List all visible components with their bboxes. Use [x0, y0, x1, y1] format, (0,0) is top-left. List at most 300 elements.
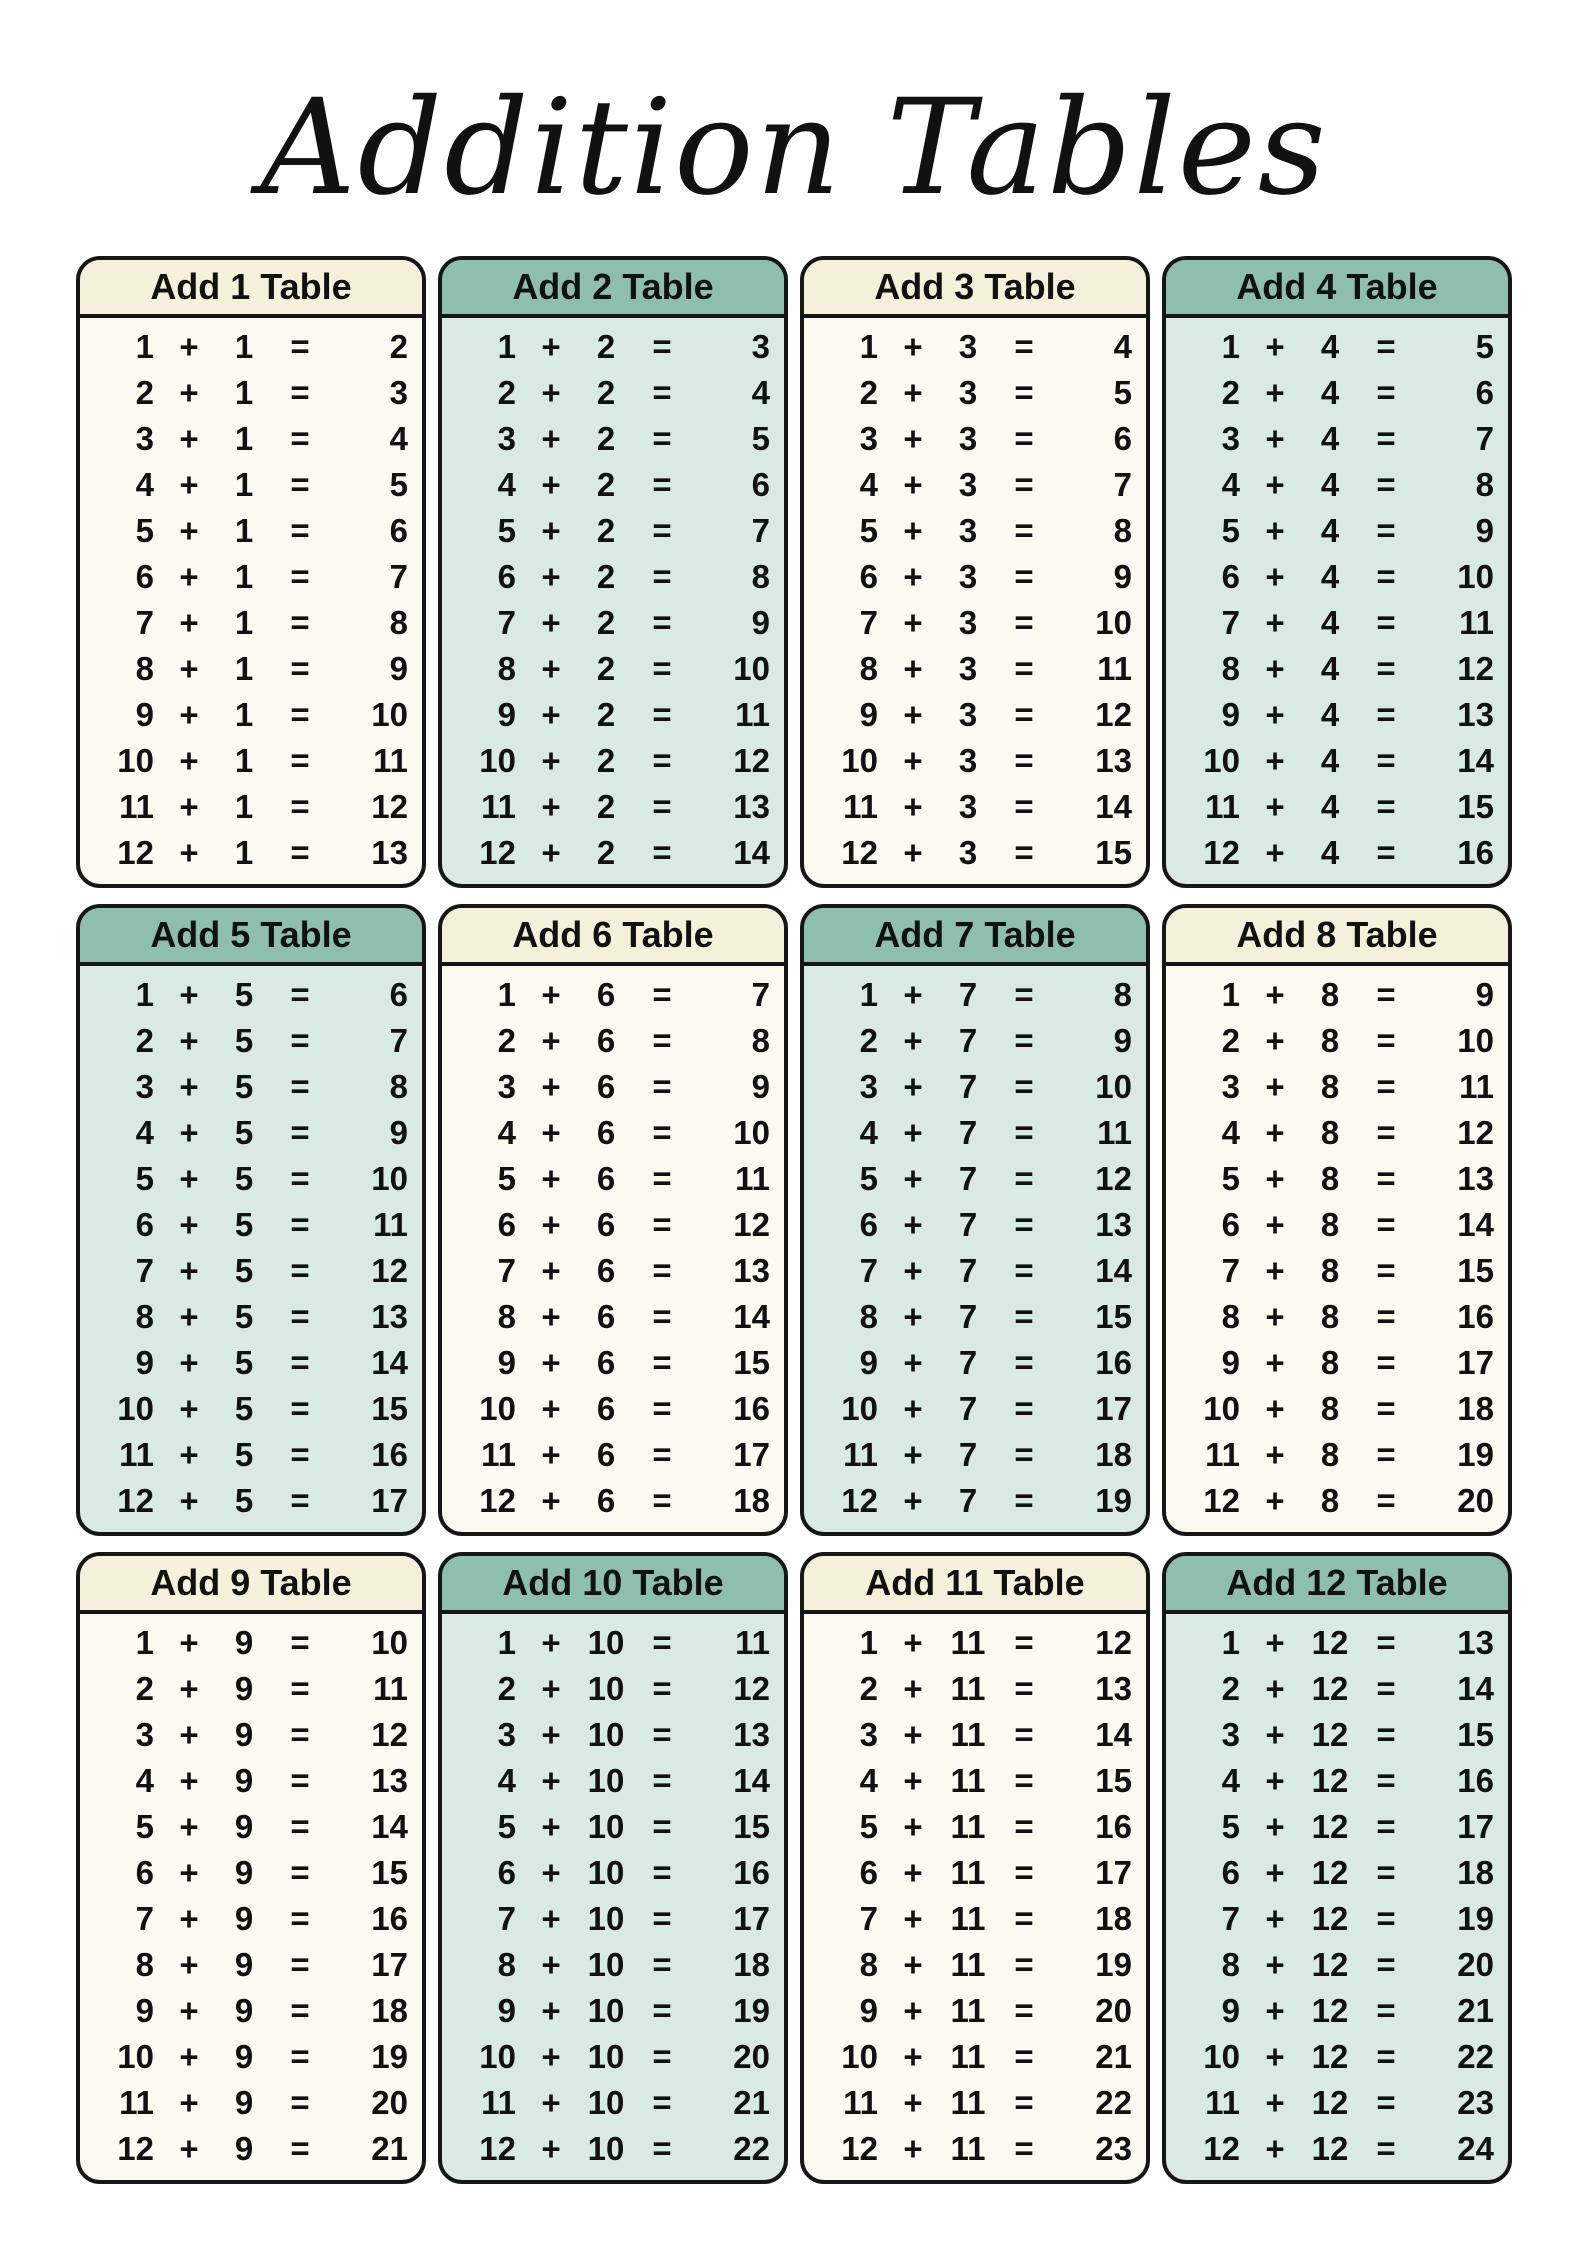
second-operand: 3 — [958, 558, 978, 595]
plus-sign: + — [1265, 466, 1285, 503]
sum-result: 16 — [371, 1436, 408, 1473]
equals-sign: = — [1014, 1946, 1034, 1983]
equation-row — [442, 1018, 784, 1064]
plus-sign: + — [179, 1160, 199, 1197]
first-operand: 10 — [841, 1390, 878, 1427]
plus-sign: + — [179, 2130, 199, 2167]
sum-result: 13 — [733, 788, 770, 825]
plus-sign: + — [903, 1762, 923, 1799]
second-operand: 4 — [1320, 512, 1340, 549]
equals-sign: = — [290, 1298, 310, 1335]
equation-row — [804, 1896, 1146, 1942]
equals-sign: = — [652, 1716, 672, 1753]
second-operand: 3 — [958, 696, 978, 733]
equals-sign: = — [1376, 1670, 1396, 1707]
table-header: Add 7 Table — [804, 908, 1146, 966]
equals-sign: = — [652, 1992, 672, 2029]
sum-result: 21 — [733, 2084, 770, 2121]
equals-sign: = — [652, 1436, 672, 1473]
first-operand: 10 — [117, 1390, 154, 1427]
sum-result: 6 — [389, 512, 408, 549]
add-1-table — [76, 256, 426, 888]
sum-result: 14 — [371, 1344, 408, 1381]
plus-sign: + — [1265, 1946, 1285, 1983]
plus-sign: + — [541, 1946, 561, 1983]
equals-sign: = — [1376, 834, 1396, 871]
sum-result: 6 — [389, 976, 408, 1013]
equation-row — [1166, 1478, 1508, 1524]
equals-sign: = — [1014, 742, 1034, 779]
first-operand: 4 — [497, 466, 516, 503]
equals-sign: = — [652, 2130, 672, 2167]
second-operand: 6 — [596, 1160, 616, 1197]
sum-result: 17 — [371, 1946, 408, 1983]
second-operand: 7 — [958, 1436, 978, 1473]
plus-sign: + — [541, 1716, 561, 1753]
sum-result: 15 — [371, 1854, 408, 1891]
first-operand: 8 — [497, 650, 516, 687]
plus-sign: + — [541, 374, 561, 411]
equation-row — [804, 1850, 1146, 1896]
first-operand: 5 — [135, 1160, 154, 1197]
second-operand: 10 — [587, 1946, 625, 1983]
first-operand: 3 — [1221, 1716, 1240, 1753]
sum-result: 11 — [1097, 650, 1132, 687]
first-operand: 5 — [1221, 1160, 1240, 1197]
first-operand: 4 — [135, 1114, 154, 1151]
first-operand: 2 — [1221, 1670, 1240, 1707]
equals-sign: = — [652, 1022, 672, 1059]
equation-row — [1166, 1340, 1508, 1386]
equation-row — [80, 600, 422, 646]
plus-sign: + — [179, 1344, 199, 1381]
plus-sign: + — [1265, 1762, 1285, 1799]
sum-result: 20 — [371, 2084, 408, 2121]
second-operand: 7 — [958, 1022, 978, 1059]
sum-result: 16 — [371, 1900, 408, 1937]
second-operand: 10 — [587, 1762, 625, 1799]
second-operand: 6 — [596, 1114, 616, 1151]
equation-row — [1166, 416, 1508, 462]
plus-sign: + — [179, 1670, 199, 1707]
equals-sign: = — [1014, 1298, 1034, 1335]
equals-sign: = — [652, 2038, 672, 2075]
equation-row — [1166, 1942, 1508, 1988]
first-operand: 4 — [859, 1114, 878, 1151]
equals-sign: = — [652, 1900, 672, 1937]
first-operand: 8 — [859, 1946, 878, 1983]
second-operand: 12 — [1311, 1624, 1349, 1661]
equation-row — [80, 1478, 422, 1524]
equation-row — [442, 1942, 784, 1988]
first-operand: 2 — [135, 1670, 154, 1707]
first-operand: 11 — [119, 788, 154, 825]
equation-row — [80, 2034, 422, 2080]
equation-row — [1166, 1620, 1508, 1666]
equals-sign: = — [1376, 2130, 1396, 2167]
sum-result: 11 — [373, 1206, 408, 1243]
equals-sign: = — [1014, 2038, 1034, 2075]
sum-result: 8 — [751, 1022, 770, 1059]
equals-sign: = — [290, 1390, 310, 1427]
first-operand: 7 — [859, 1252, 878, 1289]
equation-row — [80, 1712, 422, 1758]
plus-sign: + — [903, 788, 923, 825]
plus-sign: + — [903, 1482, 923, 1519]
plus-sign: + — [903, 976, 923, 1013]
first-operand: 1 — [859, 976, 878, 1013]
equation-row — [804, 1432, 1146, 1478]
sum-result: 10 — [1095, 1068, 1132, 1105]
first-operand: 6 — [1221, 1854, 1240, 1891]
second-operand: 12 — [1311, 1716, 1349, 1753]
equals-sign: = — [1014, 1992, 1034, 2029]
equals-sign: = — [1014, 1114, 1034, 1151]
equals-sign: = — [1014, 2084, 1034, 2121]
first-operand: 11 — [843, 2084, 878, 2121]
sum-result: 9 — [1475, 512, 1494, 549]
first-operand: 3 — [497, 420, 516, 457]
sum-result: 6 — [751, 466, 770, 503]
plus-sign: + — [541, 558, 561, 595]
second-operand: 12 — [1311, 1900, 1349, 1937]
add-10-table — [438, 1552, 788, 2184]
second-operand: 8 — [1320, 1436, 1340, 1473]
equation-row — [80, 738, 422, 784]
plus-sign: + — [1265, 1624, 1285, 1661]
sum-result: 15 — [733, 1344, 770, 1381]
equals-sign: = — [652, 2084, 672, 2121]
sum-result: 8 — [389, 604, 408, 641]
equation-row — [804, 692, 1146, 738]
first-operand: 7 — [135, 1900, 154, 1937]
first-operand: 11 — [481, 788, 516, 825]
sum-result: 13 — [1457, 1160, 1494, 1197]
second-operand: 1 — [234, 328, 254, 365]
second-operand: 5 — [234, 1298, 254, 1335]
plus-sign: + — [179, 1298, 199, 1335]
sum-result: 9 — [1113, 1022, 1132, 1059]
first-operand: 4 — [135, 466, 154, 503]
plus-sign: + — [903, 1114, 923, 1151]
equation-row — [442, 1712, 784, 1758]
second-operand: 5 — [234, 1252, 254, 1289]
first-operand: 2 — [497, 374, 516, 411]
sum-result: 11 — [1459, 604, 1494, 641]
first-operand: 1 — [497, 1624, 516, 1661]
plus-sign: + — [541, 1436, 561, 1473]
equation-row — [442, 738, 784, 784]
first-operand: 8 — [135, 1946, 154, 1983]
sum-result: 10 — [1457, 558, 1494, 595]
second-operand: 3 — [958, 788, 978, 825]
sum-result: 5 — [1113, 374, 1132, 411]
plus-sign: + — [541, 604, 561, 641]
first-operand: 7 — [497, 1252, 516, 1289]
first-operand: 6 — [135, 558, 154, 595]
plus-sign: + — [903, 1854, 923, 1891]
first-operand: 12 — [1203, 2130, 1240, 2167]
equals-sign: = — [1014, 834, 1034, 871]
plus-sign: + — [903, 1946, 923, 1983]
equals-sign: = — [1014, 1252, 1034, 1289]
sum-result: 7 — [751, 512, 770, 549]
equation-row — [1166, 972, 1508, 1018]
plus-sign: + — [1265, 650, 1285, 687]
equation-row — [442, 1432, 784, 1478]
equals-sign: = — [1014, 1344, 1034, 1381]
plus-sign: + — [1265, 1992, 1285, 2029]
equals-sign: = — [1376, 1390, 1396, 1427]
sum-result: 5 — [751, 420, 770, 457]
sum-result: 23 — [1095, 2130, 1132, 2167]
equals-sign: = — [1376, 1344, 1396, 1381]
first-operand: 1 — [859, 1624, 878, 1661]
sum-result: 13 — [371, 1298, 408, 1335]
plus-sign: + — [903, 1298, 923, 1335]
plus-sign: + — [179, 558, 199, 595]
first-operand: 11 — [481, 1436, 516, 1473]
sum-result: 10 — [1457, 1022, 1494, 1059]
plus-sign: + — [541, 1992, 561, 2029]
sum-result: 19 — [1095, 1946, 1132, 1983]
first-operand: 11 — [119, 2084, 154, 2121]
second-operand: 2 — [596, 696, 616, 733]
plus-sign: + — [903, 374, 923, 411]
equals-sign: = — [652, 512, 672, 549]
equals-sign: = — [1376, 650, 1396, 687]
page-title: Addition Tables — [260, 71, 1328, 225]
sum-result: 13 — [1457, 696, 1494, 733]
equals-sign: = — [1376, 742, 1396, 779]
equals-sign: = — [1014, 512, 1034, 549]
plus-sign: + — [179, 650, 199, 687]
second-operand: 11 — [950, 1716, 986, 1753]
first-operand: 3 — [859, 420, 878, 457]
plus-sign: + — [541, 976, 561, 1013]
first-operand: 9 — [497, 1344, 516, 1381]
sum-result: 17 — [371, 1482, 408, 1519]
equals-sign: = — [1376, 1624, 1396, 1661]
equation-list — [80, 1614, 422, 2180]
equation-row — [1166, 1110, 1508, 1156]
equals-sign: = — [652, 466, 672, 503]
equals-sign: = — [290, 420, 310, 457]
equals-sign: = — [1014, 1762, 1034, 1799]
second-operand: 1 — [234, 650, 254, 687]
first-operand: 4 — [1221, 1762, 1240, 1799]
sum-result: 14 — [733, 1762, 770, 1799]
sum-result: 24 — [1457, 2130, 1494, 2167]
equation-row — [80, 1432, 422, 1478]
equals-sign: = — [290, 1022, 310, 1059]
equation-row — [1166, 1804, 1508, 1850]
first-operand: 11 — [481, 2084, 516, 2121]
equals-sign: = — [652, 1762, 672, 1799]
equation-row — [1166, 830, 1508, 876]
equation-row — [804, 1294, 1146, 1340]
equation-row — [80, 2126, 422, 2172]
equals-sign: = — [652, 742, 672, 779]
equation-row — [804, 554, 1146, 600]
equals-sign: = — [1376, 466, 1396, 503]
equals-sign: = — [652, 1854, 672, 1891]
second-operand: 2 — [596, 328, 616, 365]
sum-result: 20 — [1457, 1482, 1494, 1519]
add-2-table — [438, 256, 788, 888]
second-operand: 8 — [1320, 1482, 1340, 1519]
plus-sign: + — [541, 1344, 561, 1381]
equals-sign: = — [652, 650, 672, 687]
first-operand: 5 — [135, 1808, 154, 1845]
equals-sign: = — [1376, 1900, 1396, 1937]
plus-sign: + — [541, 1624, 561, 1661]
second-operand: 2 — [596, 650, 616, 687]
second-operand: 9 — [234, 1808, 254, 1845]
sum-result: 17 — [1095, 1390, 1132, 1427]
first-operand: 3 — [135, 1068, 154, 1105]
plus-sign: + — [541, 1900, 561, 1937]
plus-sign: + — [541, 2130, 561, 2167]
plus-sign: + — [179, 1390, 199, 1427]
second-operand: 7 — [958, 1344, 978, 1381]
sum-result: 8 — [1113, 976, 1132, 1013]
first-operand: 2 — [135, 374, 154, 411]
equals-sign: = — [1014, 1854, 1034, 1891]
plus-sign: + — [903, 696, 923, 733]
second-operand: 7 — [958, 976, 978, 1013]
equals-sign: = — [652, 1624, 672, 1661]
plus-sign: + — [179, 1436, 199, 1473]
plus-sign: + — [541, 466, 561, 503]
first-operand: 12 — [479, 1482, 516, 1519]
equation-row — [442, 1804, 784, 1850]
plus-sign: + — [541, 1482, 561, 1519]
equation-row — [1166, 1666, 1508, 1712]
plus-sign: + — [541, 1068, 561, 1105]
plus-sign: + — [903, 2038, 923, 2075]
equals-sign: = — [290, 1716, 310, 1753]
equals-sign: = — [1376, 1854, 1396, 1891]
first-operand: 4 — [1221, 1114, 1240, 1151]
first-operand: 10 — [479, 2038, 516, 2075]
plus-sign: + — [1265, 1114, 1285, 1151]
plus-sign: + — [903, 1206, 923, 1243]
plus-sign: + — [1265, 558, 1285, 595]
plus-sign: + — [903, 650, 923, 687]
equation-row — [804, 1804, 1146, 1850]
first-operand: 9 — [859, 696, 878, 733]
first-operand: 2 — [859, 1022, 878, 1059]
second-operand: 9 — [234, 1670, 254, 1707]
equals-sign: = — [652, 1946, 672, 1983]
equals-sign: = — [290, 1160, 310, 1197]
equals-sign: = — [652, 976, 672, 1013]
equation-row — [1166, 324, 1508, 370]
second-operand: 8 — [1320, 1114, 1340, 1151]
equals-sign: = — [1376, 1762, 1396, 1799]
equals-sign: = — [652, 328, 672, 365]
second-operand: 10 — [587, 1808, 625, 1845]
equation-row — [1166, 1202, 1508, 1248]
plus-sign: + — [1265, 1344, 1285, 1381]
plus-sign: + — [903, 742, 923, 779]
plus-sign: + — [541, 1252, 561, 1289]
first-operand: 8 — [1221, 1946, 1240, 1983]
equals-sign: = — [652, 1068, 672, 1105]
equation-list — [804, 318, 1146, 884]
sum-result: 3 — [389, 374, 408, 411]
equals-sign: = — [1014, 1624, 1034, 1661]
second-operand: 5 — [234, 1436, 254, 1473]
sum-result: 21 — [1457, 1992, 1494, 2029]
plus-sign: + — [1265, 2084, 1285, 2121]
table-header: Add 4 Table — [1166, 260, 1508, 318]
add-4-table — [1162, 256, 1512, 888]
table-header: Add 3 Table — [804, 260, 1146, 318]
second-operand: 9 — [234, 2084, 254, 2121]
first-operand: 10 — [479, 1390, 516, 1427]
plus-sign: + — [541, 1670, 561, 1707]
second-operand: 9 — [234, 1900, 254, 1937]
first-operand: 4 — [497, 1762, 516, 1799]
second-operand: 10 — [587, 2130, 625, 2167]
equals-sign: = — [1014, 1390, 1034, 1427]
second-operand: 5 — [234, 1482, 254, 1519]
equals-sign: = — [1376, 1482, 1396, 1519]
sum-result: 7 — [751, 976, 770, 1013]
first-operand: 12 — [1203, 834, 1240, 871]
first-operand: 8 — [1221, 1298, 1240, 1335]
sum-result: 23 — [1457, 2084, 1494, 2121]
first-operand: 1 — [135, 1624, 154, 1661]
plus-sign: + — [179, 1068, 199, 1105]
second-operand: 2 — [596, 512, 616, 549]
plus-sign: + — [179, 1482, 199, 1519]
first-operand: 6 — [497, 1206, 516, 1243]
second-operand: 6 — [596, 1206, 616, 1243]
equation-row — [80, 1156, 422, 1202]
second-operand: 4 — [1320, 650, 1340, 687]
sum-result: 15 — [1095, 1762, 1132, 1799]
first-operand: 9 — [1221, 696, 1240, 733]
first-operand: 12 — [841, 834, 878, 871]
equation-row — [80, 1110, 422, 1156]
equals-sign: = — [1014, 1022, 1034, 1059]
second-operand: 12 — [1311, 1670, 1349, 1707]
equation-row — [442, 416, 784, 462]
first-operand: 12 — [479, 2130, 516, 2167]
sum-result: 16 — [1095, 1344, 1132, 1381]
equation-row — [1166, 462, 1508, 508]
plus-sign: + — [179, 696, 199, 733]
equation-row — [80, 1804, 422, 1850]
plus-sign: + — [541, 1762, 561, 1799]
sum-result: 4 — [389, 420, 408, 457]
equals-sign: = — [1376, 374, 1396, 411]
equation-list — [1166, 1614, 1508, 2180]
equals-sign: = — [652, 1252, 672, 1289]
plus-sign: + — [903, 1808, 923, 1845]
sum-result: 7 — [389, 1022, 408, 1059]
equation-row — [442, 1156, 784, 1202]
equals-sign: = — [1376, 328, 1396, 365]
sum-result: 16 — [1457, 1298, 1494, 1335]
plus-sign: + — [1265, 1298, 1285, 1335]
second-operand: 9 — [234, 1992, 254, 2029]
sum-result: 20 — [733, 2038, 770, 2075]
plus-sign: + — [903, 1900, 923, 1937]
